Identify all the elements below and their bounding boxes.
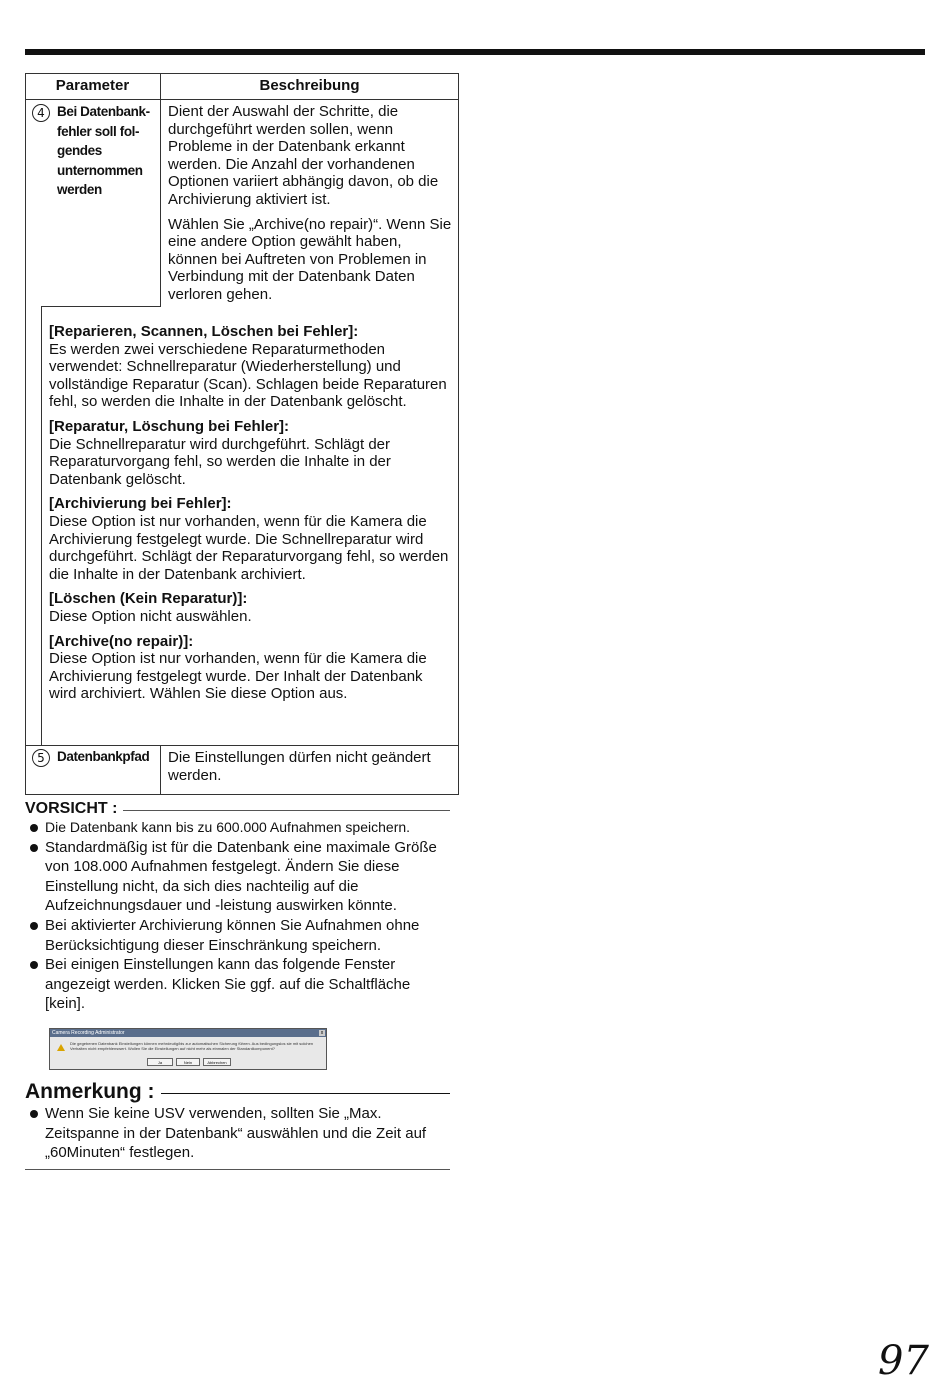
option-title: [Löschen (Kein Reparatur)]:: [49, 590, 248, 608]
table-border-right: [458, 73, 459, 795]
option-item: [49, 633, 451, 703]
table-border-left: [25, 73, 26, 795]
dialog-titlebar: [50, 1029, 326, 1037]
section-end-rule: [25, 1169, 450, 1170]
option-text: Diese Option nicht auswählen.: [49, 607, 252, 625]
note-title: Anmerkung :: [25, 1080, 155, 1103]
parameter-name-5: Datenbankpfad: [57, 749, 150, 764]
column-divider: [160, 73, 161, 306]
caution-section: [25, 800, 450, 1014]
note-heading: [25, 1080, 450, 1104]
caution-item: Bei aktivierter Archivierung können Sie Aufnahmen ohne Berücksichtigung dieser Einschränkung speichern.: [25, 916, 450, 955]
dialog-no-button[interactable]: Nein: [176, 1058, 200, 1066]
row5-divider: [25, 745, 459, 746]
option-item: [49, 418, 451, 488]
option-title: [Archive(no repair)]:: [49, 632, 194, 650]
option-title: [Reparieren, Scannen, Löschen bei Fehler]:: [49, 323, 359, 340]
caution-title: VORSICHT :: [25, 800, 118, 817]
caution-rule: [123, 810, 450, 811]
bullet-icon: [30, 844, 38, 852]
caution-heading: [25, 800, 450, 818]
table-border-bottom: [25, 794, 459, 795]
caution-item: Standardmäßig ist für die Datenbank eine maximale Größe von 108.000 Aufnahmen festgelegt. Ändern Sie diese Einstellung nicht, da sich dies nachteilig auf die Aufzeichnungsdauer und -leistung auswirken könnte.: [25, 838, 450, 916]
bullet-icon: [30, 961, 38, 969]
bullet-icon: [30, 922, 38, 930]
option-text: Die Schnellreparatur wird durchgeführt. Schlägt der Reparaturvorgang fehl, so werden die Inhalte in der Datenbank gelöscht.: [49, 435, 391, 488]
note-rule: [161, 1093, 450, 1095]
dialog-title: Camera Recording Administrator: [52, 1030, 125, 1036]
close-icon[interactable]: x: [320, 1030, 324, 1036]
option-text: Diese Option ist nur vorhanden, wenn für die Kamera die Archivierung festgelegt wurde. Die Schnellreparatur wird durchgeführt. Schlägt der Reparaturvorgang fehl, so werden die Inhalte in der Datenbank archiviert.: [49, 512, 449, 583]
caution-list: [25, 818, 450, 1014]
description-4: [168, 103, 454, 311]
header-divider: [25, 99, 459, 100]
option-text: Diese Option ist nur vorhanden, wenn für die Kamera die Archivierung festgelegt wurde. Der Inhalt der Datenbank wird archiviert. Wählen Sie diese Option aus.: [49, 650, 427, 703]
step-number-5: 5: [32, 749, 50, 767]
option-title: [Archivierung bei Fehler]:: [49, 495, 232, 513]
bullet-icon: [30, 824, 38, 832]
header-beschreibung: Beschreibung: [259, 77, 360, 94]
option-item: [49, 495, 451, 583]
description-4-para-1: Dient der Auswahl der Schritte, die durchgeführt werden sollen, wenn Probleme in der Datenbank erkannt werden. Die Anzahl der vorhandenen Optionen variiert abhängig davon, ob die Archivierung aktiviert ist.: [168, 103, 439, 208]
dialog-message: Die gegebenen Datenbank Einstellungen können mehrdeutig/bis zur automatischen Sicherung führen. Aus bedingungslos sie mit solchen Verhalten nicht empfehlenswert. Wollen Sie die Einstellungen auf nicht mehr als einmalen der Standardkomponent?: [70, 1041, 314, 1051]
page-number: 97: [878, 1338, 929, 1384]
notch-horizontal: [41, 306, 161, 307]
dialog-cancel-button[interactable]: Abbrechen: [203, 1058, 231, 1066]
options-list: [49, 323, 451, 710]
note-item: Wenn Sie keine USV verwenden, sollten Sie „Max. Zeitspanne in der Datenbank“ auswählen und die Zeit auf „60Minuten“ festlegen.: [25, 1104, 450, 1163]
caution-item: Bei einigen Einstellungen kann das folgende Fenster angezeigt werden. Klicken Sie ggf. auf die Schaltfläche [kein].: [25, 955, 450, 1014]
parameter-table: [25, 73, 459, 795]
description-4-para-2: Wählen Sie „Archive(no repair)“. Wenn Sie eine andere Option gewählt haben, können bei Auftreten von Problemen in Verbindung mit der Datenbank Daten verloren gehen.: [168, 215, 452, 303]
bullet-icon: [30, 1110, 38, 1118]
notch-vertical: [41, 306, 42, 745]
option-title: [Reparatur, Löschung bei Fehler]:: [49, 417, 290, 435]
description-5: Die Einstellungen dürfen nicht geändert werden.: [168, 749, 431, 784]
dialog-yes-button[interactable]: Ja: [147, 1058, 173, 1066]
note-section: [25, 1080, 450, 1163]
warning-icon: [57, 1044, 65, 1051]
option-item: [49, 323, 451, 411]
step-number-4: 4: [32, 104, 50, 122]
caution-item: Die Datenbank kann bis zu 600.000 Aufnahmen speichern.: [25, 818, 450, 838]
option-item: [49, 590, 451, 625]
top-rule: [25, 49, 925, 55]
option-text: Es werden zwei verschiedene Reparaturmethoden verwendet: Schnellreparatur (Wiederherstellung) und vollständige Reparatur (Scan). Schlagen beide Reparaturen fehl, so werden die Inhalte in der Datenbank gelöscht.: [49, 340, 447, 411]
dialog-screenshot: [49, 1028, 327, 1070]
table-border-top: [25, 73, 459, 74]
header-parameter: Parameter: [55, 77, 130, 94]
note-list: [25, 1104, 450, 1163]
parameter-name-4: Bei Datenbank- fehler soll fol- gendes unternommen werden: [57, 104, 150, 197]
